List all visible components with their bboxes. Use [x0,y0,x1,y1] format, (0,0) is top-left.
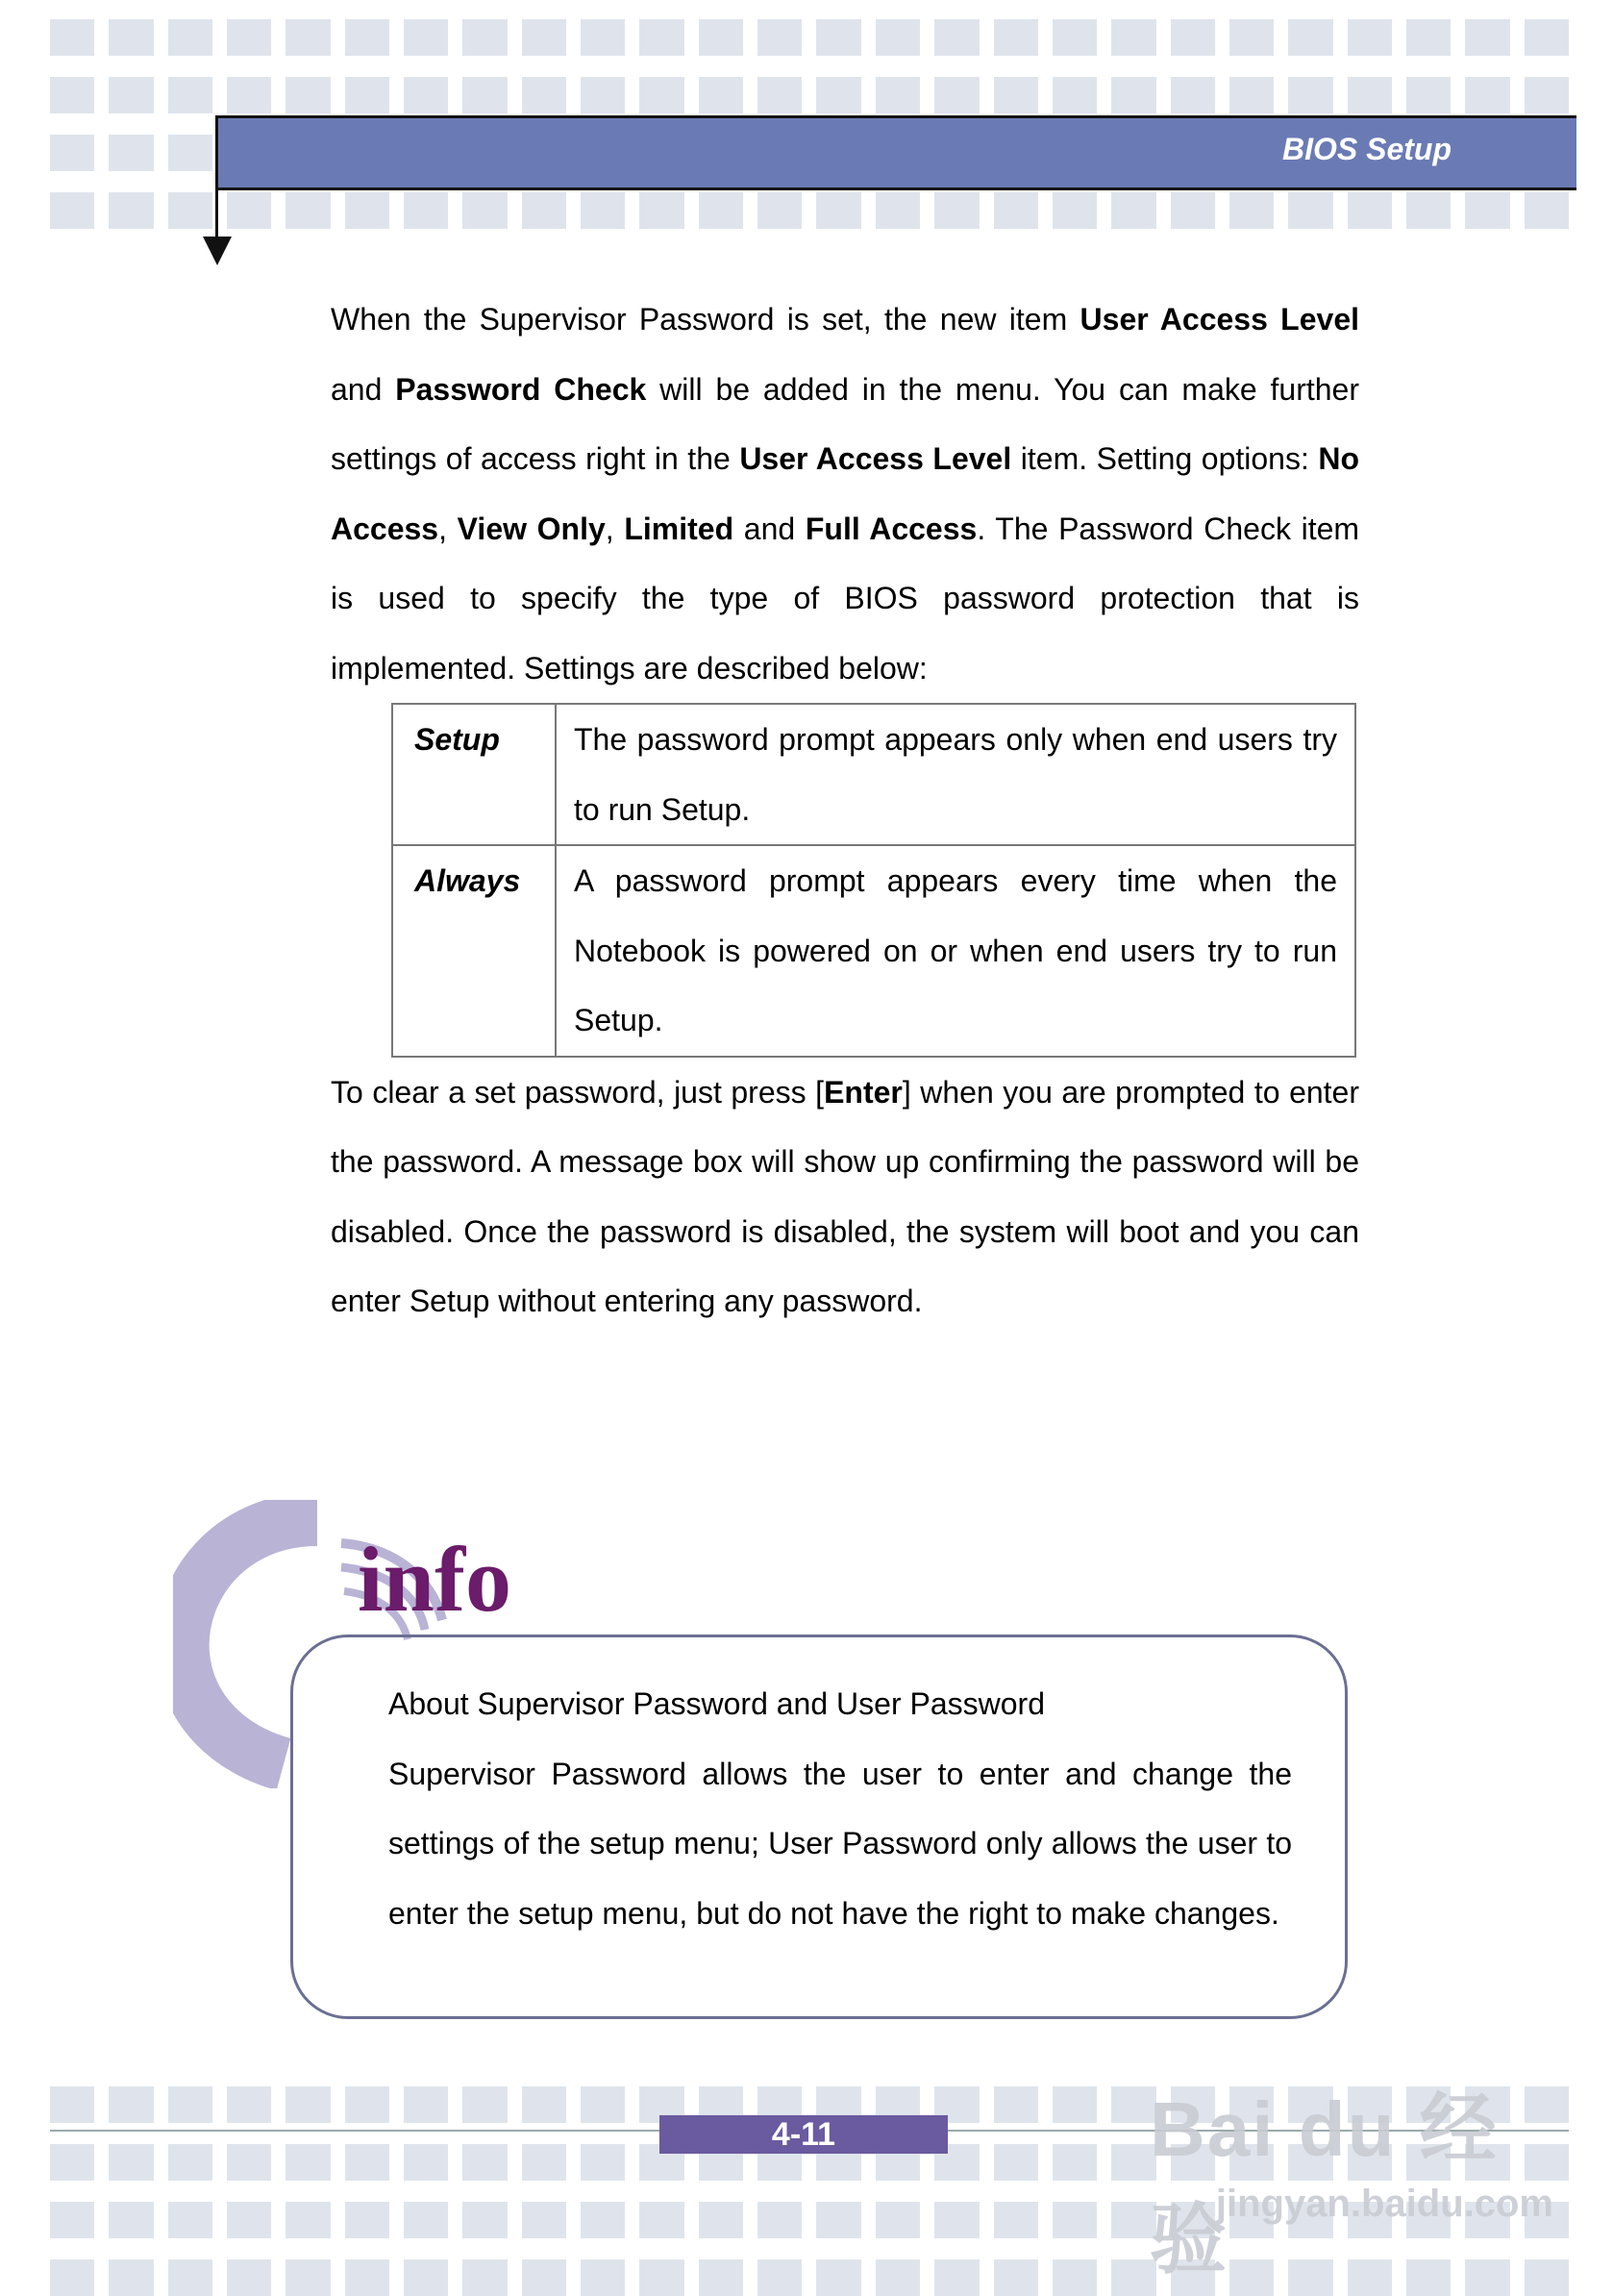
text-run: ] when you are prompted to enter the password. A message box will show up confirming the password will be disabled. Once the password is disabled, the system will boot and you can enter Setup without entering any password. [331,1074,1360,1318]
bold-term: Limited [624,511,734,546]
decor-square [876,2259,920,2296]
header-vertical-line [215,115,218,240]
decor-square [345,2144,389,2181]
decor-square [934,19,979,56]
decor-square [1053,77,1097,113]
text-run: and [733,511,806,546]
decor-square [462,2144,507,2181]
section-title: BIOS Setup [1281,132,1452,166]
decor-square [285,192,330,229]
decor-square [345,2202,389,2238]
decor-square [581,2202,625,2238]
decor-square [168,135,212,171]
decor-square [404,2086,448,2123]
decor-square [994,2086,1038,2123]
decor-square [522,19,566,56]
bold-term: User Access Level [739,441,1012,476]
decor-square [168,2259,212,2296]
decor-square [1111,77,1155,113]
decor-square [816,77,860,113]
decor-square [227,77,271,113]
table-row [392,704,1355,845]
watermark-url: jingyan.baidu.com [1215,2183,1553,2225]
decor-square [816,2202,860,2238]
decor-square [876,77,920,113]
decor-square [1406,192,1451,229]
decor-square [1111,192,1155,229]
intro-paragraph [331,285,1359,703]
decor-square [227,2144,271,2181]
bold-term: Enter [824,1074,903,1110]
decor-square [50,77,94,113]
decor-square [1053,19,1097,56]
clear-password-paragraph [331,1058,1359,1336]
decor-square [1525,77,1569,113]
decor-square [876,192,920,229]
decor-square [462,77,507,113]
decor-square [285,77,330,113]
bold-term: Password Check [395,371,647,407]
setting-description: The password prompt appears only when end users try to run Setup. [556,704,1355,845]
decor-square [285,2202,330,2238]
decor-square [522,2144,566,2181]
decor-square [1465,192,1509,229]
decor-square [345,19,389,56]
decor-square [699,192,743,229]
bold-term: View Only [457,511,606,546]
decor-square [109,2259,153,2296]
decor-square [1229,19,1274,56]
decor-square [1525,19,1569,56]
decor-square [522,2086,566,2123]
decor-square [462,192,507,229]
decor-square [1171,77,1215,113]
decor-square [345,77,389,113]
decor-square [404,2202,448,2238]
decor-square [994,77,1038,113]
decor-square [934,77,979,113]
decor-square [1348,77,1392,113]
decor-square [699,19,743,56]
decor-square [994,2144,1038,2181]
decor-square [227,2086,271,2123]
decor-square [1053,2259,1097,2296]
text-run: When the Supervisor Password is set, the new item [331,302,1080,337]
decor-square [699,2202,743,2238]
text-run: , [438,511,458,546]
decor-square [1229,77,1274,113]
decor-square [581,2259,625,2296]
decor-square [404,77,448,113]
decor-square [639,77,683,113]
decor-square [1288,19,1332,56]
decor-square [109,192,153,229]
decor-square [581,2144,625,2181]
decor-square [109,135,153,171]
decor-square [816,19,860,56]
decor-square [757,192,802,229]
text-run: To clear a set password, just press [ [331,1074,825,1110]
decor-square [934,2202,979,2238]
decor-square [50,192,94,229]
decor-square [1171,192,1215,229]
decor-square [1406,77,1451,113]
decor-square [109,19,153,56]
decor-square [934,2259,979,2296]
info-body: Supervisor Password allows the user to enter and change the settings of the setup menu; User Password only allows the user to enter the setup menu, but do not have the right to make changes. [388,1756,1292,1931]
decor-square [876,19,920,56]
decor-square [404,19,448,56]
decor-square [699,77,743,113]
text-run: will be added in the menu. You can make further settings of access right in the [331,371,1360,476]
decor-square [1053,2086,1097,2123]
decor-square [168,2144,212,2181]
decor-square [581,192,625,229]
decor-square [1288,192,1332,229]
password-check-table [391,703,1356,1058]
setting-term: Setup [392,704,556,845]
decor-square [50,2086,94,2123]
decor-square [109,2086,153,2123]
decor-square [345,192,389,229]
decor-square [168,2202,212,2238]
decor-square [462,2259,507,2296]
decor-square [227,2259,271,2296]
text-run: , [605,511,625,546]
decor-square [168,2086,212,2123]
watermark [1150,2067,1553,2283]
decor-square [285,19,330,56]
decor-square [639,2259,683,2296]
bold-term: No Access [331,441,1360,546]
decor-square [109,77,153,113]
decor-square [757,2202,802,2238]
decor-square [227,19,271,56]
decor-square [1406,19,1451,56]
decor-square [345,2259,389,2296]
decor-square [1288,77,1332,113]
decor-square [227,2202,271,2238]
decor-square [994,2202,1038,2238]
decor-square [934,192,979,229]
page-number: 4-11 [659,2115,948,2154]
decor-square [285,2086,330,2123]
decor-square [1053,192,1097,229]
decor-square [1348,192,1392,229]
decor-square [109,2144,153,2181]
bold-term: User Access Level [1079,302,1360,337]
decor-square [168,77,212,113]
main-content [331,285,1359,1336]
decor-square [522,2259,566,2296]
decor-square [816,2259,860,2296]
decor-square [50,2144,94,2181]
decor-square [699,2259,743,2296]
decor-square [285,2259,330,2296]
decor-square [581,19,625,56]
decor-square [1465,77,1509,113]
decor-square [1348,19,1392,56]
decor-square [462,2086,507,2123]
header-bar [215,115,1576,190]
decor-square [227,192,271,229]
decor-square [994,2259,1038,2296]
decor-square [1229,192,1274,229]
decor-square [581,2086,625,2123]
decor-square [639,19,683,56]
decor-square [404,192,448,229]
decor-square [1171,19,1215,56]
decor-square [168,19,212,56]
decor-square [876,2202,920,2238]
decor-square [639,192,683,229]
decor-square [462,2202,507,2238]
decor-square [816,192,860,229]
decor-square [757,19,802,56]
info-text [388,1669,1292,1948]
info-title: About Supervisor Password and User Password [388,1686,1045,1721]
decor-square [285,2144,330,2181]
decor-square [50,19,94,56]
text-run: item. Setting options: [1011,441,1319,476]
decor-square [1053,2202,1097,2238]
text-run: . The Password Check item is used to specify the type of BIOS password protection that is implemented. Settings are described below: [331,511,1360,686]
decor-square [639,2202,683,2238]
decor-square [522,77,566,113]
decor-square [581,77,625,113]
decor-square [50,2259,94,2296]
decor-square [1111,19,1155,56]
decor-square [522,192,566,229]
text-run: and [331,371,396,407]
decor-square [994,192,1038,229]
decor-square [757,77,802,113]
decor-square [50,135,94,171]
bold-term: Full Access [805,511,978,546]
decor-square [109,2202,153,2238]
decor-square [404,2144,448,2181]
setting-term: Always [392,845,556,1057]
decor-square [168,192,212,229]
decor-square [404,2259,448,2296]
decor-square [757,2259,802,2296]
setting-description: A password prompt appears every time when the Notebook is powered on or when end users try to run Setup. [556,845,1355,1057]
watermark-brand: Bai du 经验 [1150,2086,1499,2283]
info-logo-text: info [358,1528,512,1631]
table-row [392,845,1355,1057]
decor-square [1053,2144,1097,2181]
arrow-down-icon [203,237,232,265]
decor-square [1465,19,1509,56]
decor-square [462,19,507,56]
decor-square [522,2202,566,2238]
decor-square [1525,192,1569,229]
decor-square [50,2202,94,2238]
decor-square [345,2086,389,2123]
decor-square [994,19,1038,56]
